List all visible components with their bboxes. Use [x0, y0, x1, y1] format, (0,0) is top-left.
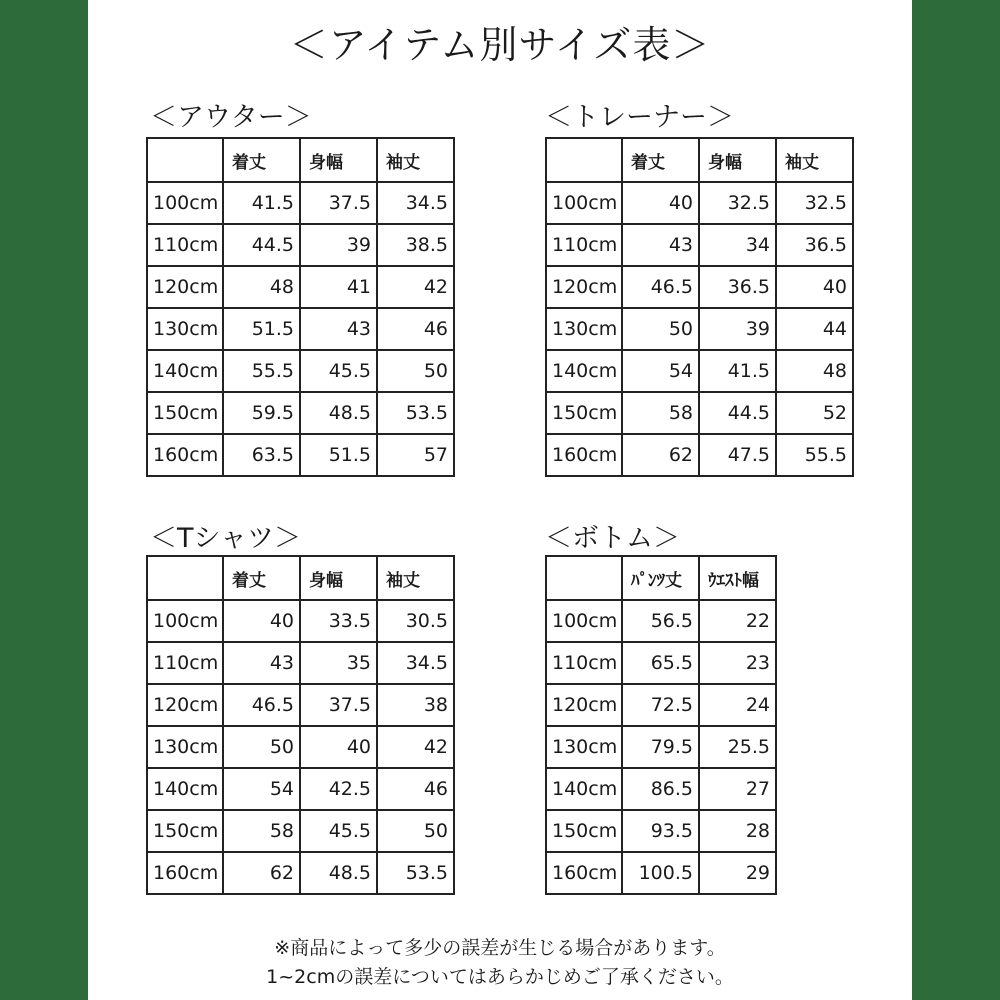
size-label-cell: 100cm	[147, 182, 223, 224]
measurement-cell: 27	[699, 768, 776, 810]
measurement-cell: 40	[622, 182, 699, 224]
measurement-cell: 41.5	[699, 350, 776, 392]
measurement-cell: 93.5	[622, 810, 699, 852]
measurement-cell: 59.5	[223, 392, 300, 434]
measurement-cell: 35	[300, 642, 377, 684]
measurement-cell: 50	[622, 308, 699, 350]
size-label-cell: 120cm	[147, 684, 223, 726]
measurement-cell: 39	[699, 308, 776, 350]
note-line-2: 1~2cmの誤差についてはあらかじめご了承ください。	[266, 966, 734, 988]
size-label-cell: 140cm	[546, 768, 622, 810]
table-header-row	[147, 138, 454, 182]
size-label-cell: 150cm	[546, 392, 622, 434]
measurement-cell: 62	[223, 852, 300, 894]
size-label-cell: 160cm	[147, 852, 223, 894]
measurement-cell: 36.5	[776, 224, 853, 266]
measurement-cell: 79.5	[622, 726, 699, 768]
header-corner-cell	[147, 138, 223, 182]
size-label-cell: 110cm	[546, 224, 622, 266]
measurement-cell: 50	[223, 726, 300, 768]
measurement-cell: 44.5	[223, 224, 300, 266]
table-header-row	[546, 138, 853, 182]
header-corner-cell	[546, 556, 622, 600]
column-header: 袖丈	[377, 556, 454, 600]
measurement-cell: 50	[377, 810, 454, 852]
size-label-cell: 160cm	[147, 434, 223, 476]
table-row	[546, 852, 776, 894]
table-row	[147, 642, 454, 684]
header-corner-cell	[147, 556, 223, 600]
table-row	[147, 684, 454, 726]
measurement-cell: 44	[776, 308, 853, 350]
size-label-cell: 120cm	[546, 684, 622, 726]
measurement-cell: 41	[300, 266, 377, 308]
measurement-cell: 45.5	[300, 810, 377, 852]
measurement-cell: 72.5	[622, 684, 699, 726]
size-label-cell: 100cm	[546, 600, 622, 642]
table-row	[147, 768, 454, 810]
measurement-cell: 32.5	[699, 182, 776, 224]
measurement-cell: 44.5	[699, 392, 776, 434]
measurement-cell: 43	[300, 308, 377, 350]
size-label-cell: 150cm	[147, 810, 223, 852]
measurement-cell: 47.5	[699, 434, 776, 476]
size-label-cell: 110cm	[147, 224, 223, 266]
measurement-cell: 43	[622, 224, 699, 266]
measurement-cell: 62	[622, 434, 699, 476]
measurement-cell: 48.5	[300, 392, 377, 434]
measurement-cell: 52	[776, 392, 853, 434]
size-label-cell: 160cm	[546, 852, 622, 894]
table-row	[147, 308, 454, 350]
size-label-cell: 130cm	[546, 308, 622, 350]
measurement-cell: 33.5	[300, 600, 377, 642]
table-row	[147, 224, 454, 266]
size-label-cell: 130cm	[147, 726, 223, 768]
size-label-cell: 120cm	[147, 266, 223, 308]
measurement-cell: 50	[377, 350, 454, 392]
trainer-section-title: ＜トレーナー＞	[545, 102, 734, 133]
measurement-cell: 40	[776, 266, 853, 308]
size-label-cell: 100cm	[546, 182, 622, 224]
measurement-cell: 53.5	[377, 852, 454, 894]
size-label-cell: 120cm	[546, 266, 622, 308]
column-header: ﾊﾟﾝﾂ丈	[622, 556, 699, 600]
measurement-cell: 57	[377, 434, 454, 476]
measurement-cell: 55.5	[223, 350, 300, 392]
measurement-cell: 41.5	[223, 182, 300, 224]
measurement-cell: 55.5	[776, 434, 853, 476]
table-row	[546, 600, 776, 642]
table-row	[147, 266, 454, 308]
measurement-cell: 28	[699, 810, 776, 852]
page-title: ＜アイテム別サイズ表＞	[289, 23, 711, 67]
column-header: 着丈	[622, 138, 699, 182]
table-row	[546, 434, 853, 476]
size-label-cell: 150cm	[147, 392, 223, 434]
measurement-cell: 42	[377, 726, 454, 768]
table-row	[546, 726, 776, 768]
measurement-cell: 34	[699, 224, 776, 266]
size-label-cell: 100cm	[147, 600, 223, 642]
note-line-1: ※商品によって多少の誤差が生じる場合があります。	[274, 937, 726, 959]
measurement-cell: 45.5	[300, 350, 377, 392]
table-row	[546, 350, 853, 392]
table-row	[546, 392, 853, 434]
table-row	[546, 182, 853, 224]
size-label-cell: 110cm	[147, 642, 223, 684]
measurement-cell: 39	[300, 224, 377, 266]
table-row	[546, 308, 853, 350]
size-label-cell: 140cm	[147, 350, 223, 392]
measurement-cell: 46	[377, 768, 454, 810]
column-header: 身幅	[300, 138, 377, 182]
measurement-cell: 34.5	[377, 642, 454, 684]
measurement-cell: 54	[622, 350, 699, 392]
measurement-cell: 48.5	[300, 852, 377, 894]
column-header: 着丈	[223, 556, 300, 600]
tshirt-size-table	[146, 555, 455, 895]
table-row	[147, 350, 454, 392]
measurement-cell: 23	[699, 642, 776, 684]
outer-size-table	[146, 137, 455, 477]
measurement-cell: 37.5	[300, 684, 377, 726]
measurement-cell: 22	[699, 600, 776, 642]
measurement-cell: 40	[223, 600, 300, 642]
size-label-cell: 130cm	[147, 308, 223, 350]
measurement-cell: 42	[377, 266, 454, 308]
column-header: ｳｴｽﾄ幅	[699, 556, 776, 600]
table-row	[147, 852, 454, 894]
measurement-cell: 37.5	[300, 182, 377, 224]
table-row	[546, 810, 776, 852]
measurement-cell: 46.5	[223, 684, 300, 726]
measurement-cell: 56.5	[622, 600, 699, 642]
measurement-cell: 36.5	[699, 266, 776, 308]
measurement-cell: 25.5	[699, 726, 776, 768]
size-label-cell: 160cm	[546, 434, 622, 476]
table-row	[147, 392, 454, 434]
measurement-cell: 40	[300, 726, 377, 768]
table-row	[546, 768, 776, 810]
measurement-cell: 29	[699, 852, 776, 894]
table-header-row	[147, 556, 454, 600]
table-row	[147, 810, 454, 852]
measurement-cell: 58	[622, 392, 699, 434]
measurement-cell: 51.5	[300, 434, 377, 476]
column-header: 袖丈	[377, 138, 454, 182]
measurement-cell: 86.5	[622, 768, 699, 810]
table-row	[546, 224, 853, 266]
measurement-cell: 65.5	[622, 642, 699, 684]
tshirt-section-title: ＜Tシャツ＞	[150, 523, 301, 554]
measurement-cell: 51.5	[223, 308, 300, 350]
table-row	[147, 434, 454, 476]
measurement-cell: 46	[377, 308, 454, 350]
table-row	[147, 182, 454, 224]
measurement-cell: 38.5	[377, 224, 454, 266]
header-corner-cell	[546, 138, 622, 182]
measurement-cell: 34.5	[377, 182, 454, 224]
column-header: 身幅	[300, 556, 377, 600]
measurement-cell: 24	[699, 684, 776, 726]
table-row	[546, 684, 776, 726]
column-header: 身幅	[699, 138, 776, 182]
measurement-cell: 32.5	[776, 182, 853, 224]
measurement-cell: 38	[377, 684, 454, 726]
measurement-cell: 30.5	[377, 600, 454, 642]
measurement-cell: 46.5	[622, 266, 699, 308]
size-label-cell: 130cm	[546, 726, 622, 768]
table-row	[147, 726, 454, 768]
size-label-cell: 110cm	[546, 642, 622, 684]
outer-section-title: ＜アウター＞	[150, 102, 312, 133]
measurement-cell: 54	[223, 768, 300, 810]
measurement-cell: 48	[223, 266, 300, 308]
measurement-cell: 63.5	[223, 434, 300, 476]
table-row	[546, 642, 776, 684]
size-label-cell: 140cm	[546, 350, 622, 392]
bottom-section-title: ＜ボトム＞	[545, 523, 680, 554]
measurement-cell: 100.5	[622, 852, 699, 894]
table-row	[546, 266, 853, 308]
bottom-size-table	[545, 555, 777, 895]
column-header: 袖丈	[776, 138, 853, 182]
measurement-cell: 58	[223, 810, 300, 852]
table-header-row	[546, 556, 776, 600]
measurement-cell: 42.5	[300, 768, 377, 810]
measurement-cell: 43	[223, 642, 300, 684]
measurement-cell: 48	[776, 350, 853, 392]
table-row	[147, 600, 454, 642]
size-label-cell: 150cm	[546, 810, 622, 852]
size-label-cell: 140cm	[147, 768, 223, 810]
column-header: 着丈	[223, 138, 300, 182]
measurement-cell: 53.5	[377, 392, 454, 434]
trainer-size-table	[545, 137, 854, 477]
